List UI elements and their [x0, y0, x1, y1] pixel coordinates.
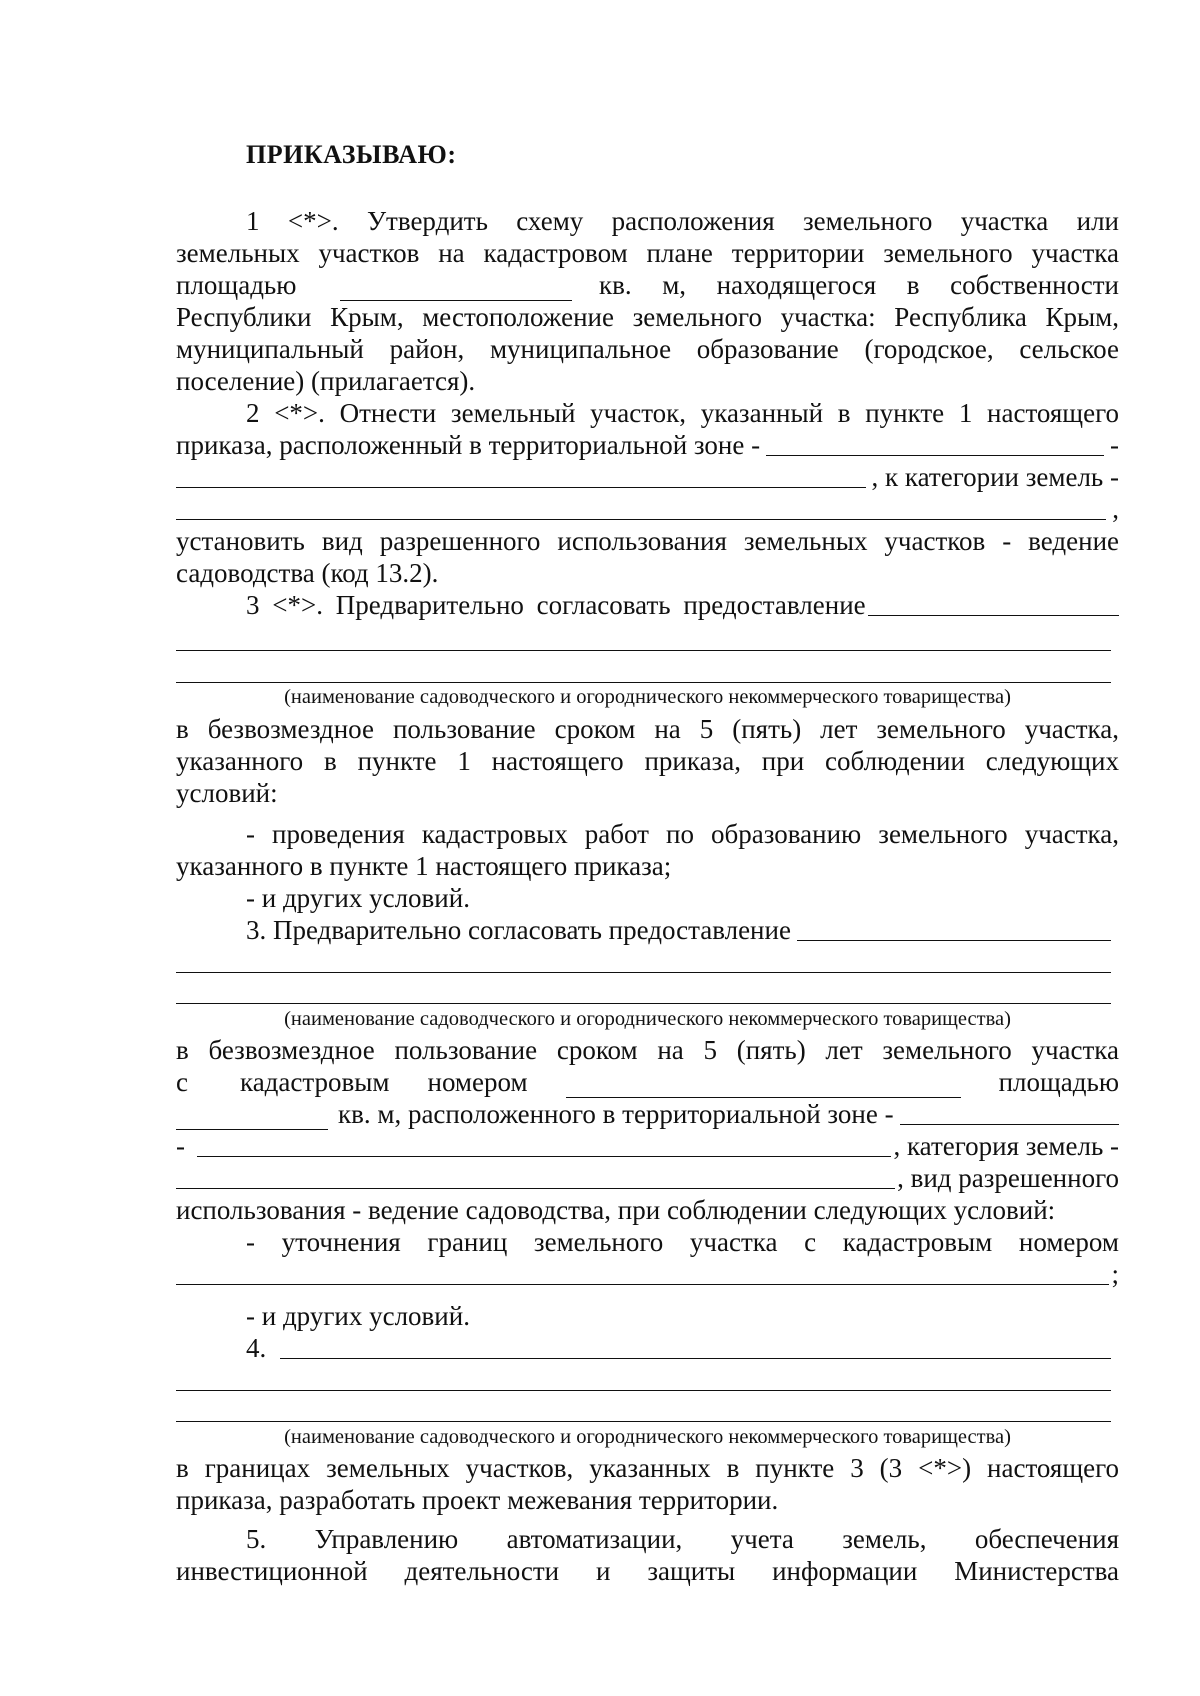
p3b-semicolon: ; — [1111, 1259, 1119, 1289]
p3a-line-7: - и других условий. — [246, 883, 470, 913]
cadastral-number-blank — [176, 1262, 1109, 1285]
cadastral-number-blank — [566, 1075, 961, 1098]
zone-blank — [900, 1102, 1119, 1125]
zone-continued-blank — [176, 465, 866, 488]
p3b-category-label: , категория земель - — [893, 1131, 1119, 1161]
p4-line-1 — [246, 1332, 1111, 1364]
p2-line-6: садоводства (код 13.2). — [176, 558, 439, 588]
p5-line-2: инвестиционной деятельности и защиты информации Министерства — [176, 1556, 1119, 1586]
p3b-line-6 — [176, 1162, 1119, 1194]
p3b-line-10: - и других условий. — [246, 1301, 470, 1331]
p4-line-3: приказа, разработать проект межевания территории. — [176, 1485, 779, 1515]
p3b-line-3 — [176, 1066, 1119, 1098]
p3a-line-5: - проведения кадастровых работ по образованию земельного участка, — [246, 819, 1119, 849]
p1-line-2: земельных участков на кадастровом плане территории земельного участка — [176, 238, 1119, 268]
p1-area-label: площадью — [176, 270, 297, 300]
area-blank — [176, 1107, 328, 1130]
p3b-word-cadastral: кадастровым — [239, 1067, 390, 1097]
p1-line-3 — [176, 269, 1119, 301]
zone-continued-blank — [197, 1134, 891, 1157]
partnership-caption: (наименование садоводческого и огороднического некоммерческого товарищества) — [284, 1008, 1011, 1030]
p3b-word-s: с — [176, 1067, 188, 1097]
p3a-consent-label: 3 <*>. Предварительно согласовать предоставление — [246, 590, 866, 620]
order-heading: ПРИКАЗЫВАЮ: — [246, 140, 457, 169]
p2-line-4 — [176, 493, 1119, 525]
p2-comma: , — [1112, 494, 1119, 524]
p1-line-6: поселение) (прилагается). — [176, 366, 476, 396]
p3a-line-3: указанного в пункте 1 настоящего приказа, при соблюдении следующих — [176, 746, 1119, 776]
p2-line-3 — [176, 461, 1119, 493]
p3a-line-6: указанного в пункте 1 настоящего приказа; — [176, 851, 672, 881]
p3a-line-2: в безвозмездное пользование сроком на 5 (пять) лет земельного участка, — [176, 714, 1119, 744]
p2-dash: - — [1110, 430, 1119, 460]
category-blank — [176, 497, 1106, 520]
blank-line — [176, 972, 1111, 973]
p5-line-1: 5. Управлению автоматизации, учета земель, обеспечения — [246, 1524, 1119, 1554]
blank-line — [176, 1003, 1111, 1004]
p3b-line-7: использования - ведение садоводства, при соблюдении следующих условий: — [176, 1195, 1056, 1225]
p3b-line-5 — [176, 1130, 1119, 1162]
p4-number: 4. — [246, 1333, 267, 1363]
p2-zone-label: приказа, расположенный в территориальной зоне - — [176, 430, 761, 460]
p3b-line-9 — [176, 1258, 1119, 1290]
p3b-use-label: , вид разрешенного — [897, 1163, 1119, 1193]
p3b-line-1 — [246, 914, 1111, 946]
p3b-line-4 — [176, 1098, 1119, 1130]
p3b-dash: - — [176, 1131, 185, 1161]
p2-category-label: , к категории земель - — [871, 462, 1119, 492]
p1-line-1: 1 <*>. Утвердить схему расположения земельного участка или — [246, 206, 1119, 236]
area-blank — [340, 278, 572, 301]
blank-line — [176, 1390, 1111, 1391]
partnership-blank — [797, 918, 1111, 941]
p1-line-4: Республики Крым, местоположение земельного участка: Республика Крым, — [176, 302, 1119, 332]
category-blank — [176, 1166, 895, 1189]
blank-line — [176, 650, 1111, 651]
partnership-blank — [280, 1336, 1111, 1359]
p3b-word-area: площадью — [998, 1067, 1119, 1097]
p3b-word-number: номером — [427, 1067, 528, 1097]
p2-line-5: установить вид разрешенного использования земельных участков - ведение — [176, 526, 1119, 556]
blank-line — [176, 682, 1111, 683]
p3a-line-1 — [246, 589, 1119, 621]
partnership-caption: (наименование садоводческого и огороднического некоммерческого товарищества) — [284, 1426, 1011, 1448]
blank-line — [176, 1421, 1111, 1422]
partnership-caption: (наименование садоводческого и огороднического некоммерческого товарищества) — [284, 686, 1011, 708]
p3b-consent-label: 3. Предварительно согласовать предоставление — [246, 915, 791, 945]
p1-line-5: муниципальный район, муниципальное образование (городское, сельское — [176, 334, 1119, 364]
zone-blank — [766, 433, 1104, 456]
p3b-line-2: в безвозмездное пользование сроком на 5 (пять) лет земельного участка — [176, 1035, 1119, 1065]
partnership-blank — [868, 593, 1119, 616]
p3b-line-8: - уточнения границ земельного участка с кадастровым номером — [246, 1227, 1119, 1257]
p3b-zone-label: кв. м, расположенного в территориальной зоне - — [338, 1099, 894, 1129]
p2-line-2 — [176, 429, 1119, 461]
p4-line-2: в границах земельных участков, указанных в пункте 3 (3 <*>) настоящего — [176, 1453, 1119, 1483]
p1-area-unit: кв. м, находящегося в собственности — [599, 270, 1119, 300]
p3a-line-4: условий: — [176, 778, 278, 808]
p2-line-1: 2 <*>. Отнести земельный участок, указанный в пункте 1 настоящего — [246, 398, 1119, 428]
